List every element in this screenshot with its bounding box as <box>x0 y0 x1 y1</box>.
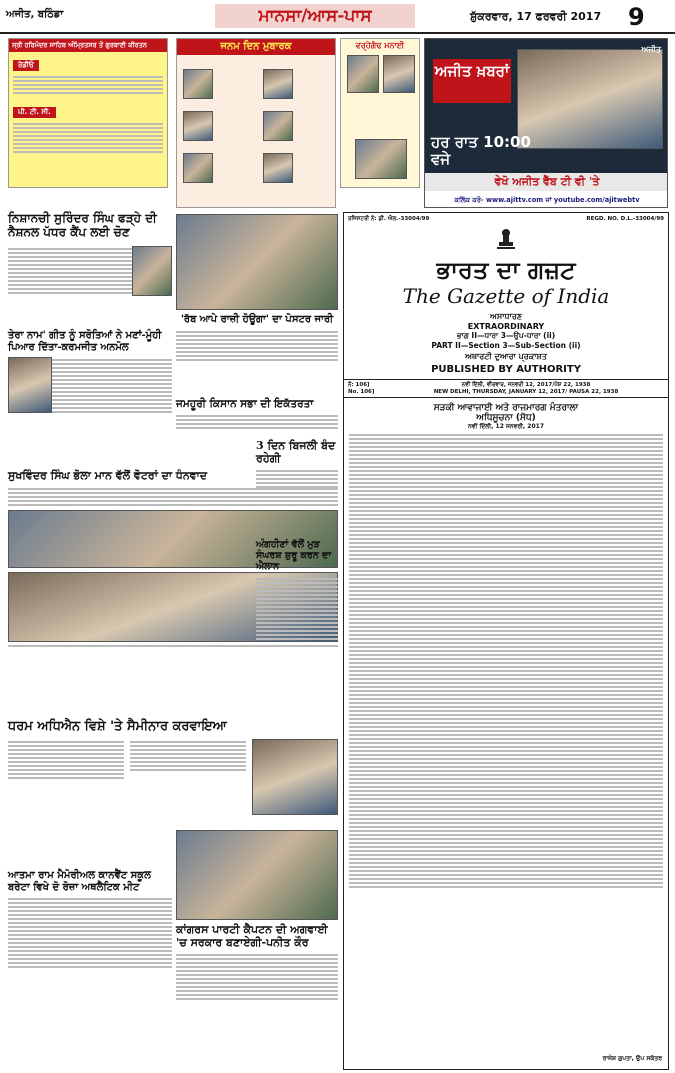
article-disabled-protest <box>256 540 338 642</box>
gazette-notification-date: ਨਵੀਂ ਦਿੱਲੀ, 12 ਜਨਵਰੀ, 2017 <box>468 423 544 430</box>
kirtan-schedule-box <box>8 38 168 188</box>
article-headline: 3 ਦਿਨ ਬਿਜਲੀ ਬੰਦ ਰਹੇਗੀ <box>256 439 336 465</box>
gazette-extraordinary-pa: ਅਸਾਧਾਰਣ <box>490 312 522 321</box>
ptc-label: ਪੀ. ਟੀ. ਸੀ. <box>13 107 56 118</box>
ajit-khabran-logo: ਅਜੀਤ ਖ਼ਬਰਾਂ <box>433 59 511 103</box>
child-photo <box>183 153 213 183</box>
article-photo <box>132 246 172 296</box>
header-date: ਸ਼ੁੱਕਰਵਾਰ, 17 ਫਰਵਰੀ 2017 <box>470 10 602 23</box>
child-photo <box>183 111 213 141</box>
child-photo <box>263 111 293 141</box>
couple-photo <box>347 55 379 93</box>
poster-release-photo <box>176 214 338 310</box>
article-headline: ਧਰਮ ਅਧਿਐਨ ਵਿਸ਼ੇ 'ਤੇ ਸੈਮੀਨਾਰ ਕਰਵਾਇਆ <box>8 719 227 734</box>
gazette-number-pa: ਨੰ: 106] <box>348 382 370 388</box>
article-poster <box>176 314 338 363</box>
ad-links[interactable]: ਕਲਿੱਕ ਕਰੋ- www.ajittv.com ਜਾਂ youtube.com/ajitwebtv <box>425 191 668 208</box>
article-headline: ਆਤਮਾ ਰਾਮ ਮੈਮੋਰੀਅਲ ਕਾਨਵੈਂਟ ਸਕੂਲ ਬਰੇਟਾ ਵਿਖੇ ਦੋ ਰੋਜ਼ਾ ਅਥਲੈਟਿਕ ਮੀਟ <box>8 870 151 893</box>
emblem-icon <box>344 228 668 256</box>
gazette-title-english: The Gazette of India <box>402 284 610 308</box>
gazette-notification: ਅਧਿਸੂਚਨਾ (ਸੋਧ) <box>476 413 536 423</box>
gazette-part-pa: ਭਾਗ II—ਧਾਰਾ 3—ਉਪ-ਧਾਰਾ (ii) <box>456 331 556 340</box>
article-headline: ਜਮਹੂਰੀ ਕਿਸਾਨ ਸਭਾ ਦੀ ਇਕੱਤਰਤਾ <box>176 398 314 410</box>
article-kisan-sabha <box>176 398 338 431</box>
anniversary-title: ਵਰ੍ਹੇਗੰਢ ਮਨਾਈ <box>355 41 405 50</box>
gazette-body <box>344 434 668 888</box>
birthday-box <box>176 38 336 208</box>
gazette-authority-en: PUBLISHED BY AUTHORITY <box>431 364 581 375</box>
section-title: ਮਾਨਸਾ/ਆਸ-ਪਾਸ <box>215 4 415 28</box>
article-athletic-meet <box>8 870 172 970</box>
ad-tagline: ਵੇਖੋ ਅਜੀਤ ਵੈੱਬ ਟੀ ਵੀ 'ਤੇ <box>425 173 668 191</box>
broadcast-time: ਹਰ ਰਾਤ 10:00 ਵਜੇ <box>431 133 531 168</box>
article-photo <box>8 357 52 413</box>
article-photo <box>252 739 338 815</box>
article-shooter <box>8 212 172 296</box>
article-headline: 'ਰੱਬ ਆਪੇ ਰਾਜ਼ੀ ਹੋਊਗਾ' ਦਾ ਪੋਸਟਰ ਜਾਰੀ <box>180 314 334 325</box>
article-headline: ਕਾਂਗਰਸ ਪਾਰਟੀ ਕੈਪਟਨ ਦੀ ਅਗਵਾਈ 'ਚ ਸਰਕਾਰ ਬਣਾਏਗੀ-ਪਨੀਤ ਕੌਰ <box>176 923 328 949</box>
header-left-text: ਅਜੀਤ, ਬਠਿੰਡਾ <box>6 9 64 20</box>
child-photo <box>263 69 293 99</box>
gazette-date-pa: ਨਵੀਂ ਦਿੱਲੀ, ਵੀਰਵਾਰ, ਜਨਵਰੀ 12, 2017/ਪੌਸ਼ 22, 1938 <box>461 382 591 388</box>
ajit-tv-ad[interactable] <box>424 38 668 208</box>
article-congress <box>176 924 338 1002</box>
article-song <box>8 330 172 415</box>
couple-photo <box>383 55 415 93</box>
article-seminar <box>8 720 338 815</box>
gazette-date-en: NEW DELHI, THURSDAY, JANUARY 12, 2017/ PAUSA 22, 1938 <box>433 389 619 395</box>
article-headline: ਸੁਖਵਿੰਦਰ ਸਿੰਘ ਭੋਲਾ ਮਾਨ ਵੱਲੋਂ ਵੋਟਰਾਂ ਦਾ ਧੰਨਵਾਦ <box>8 469 208 482</box>
article-headline: ਅੰਗਹੀਣਾਂ ਵੱਲੋਂ ਮੁੜ ਸੰਘਰਸ਼ ਸ਼ੁਰੂ ਕਰਨ ਦਾ ਐਲਾਨ <box>256 539 332 572</box>
anniversary-box <box>340 38 420 188</box>
gazette-reg-left: ਰਜਿਸਟਰੀ ਨੰ: ਡੀ. ਐਲ.-33004/99 <box>348 216 430 222</box>
gazette-extraordinary-en: EXTRAORDINARY <box>467 322 545 331</box>
gazette-notice <box>343 212 669 1070</box>
couple-photo <box>355 139 407 179</box>
gazette-signature: ਰਾਜੇਸ਼ ਗੁਪਤਾ, ਉਪ ਸਕੱਤਰ <box>602 1055 662 1062</box>
birthday-title: ਜਨਮ ਦਿਨ ਮੁਬਾਰਕ <box>177 39 335 55</box>
gazette-authority-pa: ਅਥਾਰਟੀ ਦੁਆਰਾ ਪ੍ਰਕਾਸ਼ਤ <box>465 352 547 361</box>
gazette-ministry: ਸੜਕੀ ਆਵਾਜਾਈ ਅਤੇ ਰਾਜਮਾਰਗ ਮੰਤਰਾਲਾ <box>433 403 579 413</box>
gazette-number-en: No. 106] <box>348 389 375 395</box>
article-headline: ਤੇਰਾ ਨਾਮ' ਗੀਤ ਨੂੰ ਸਰੋਤਿਆਂ ਨੇ ਮਣਾਂ-ਮੂੰਹੀ ਪਿਆਰ ਦਿੱਤਾ-ਕਰਮਜੀਤ ਅਨਮੋਲ <box>8 330 162 353</box>
page-number: 9 <box>628 3 645 31</box>
ad-corner-label: ਅਜੀਤ <box>641 45 661 54</box>
congress-photo <box>176 830 338 920</box>
child-photo <box>263 153 293 183</box>
gazette-part-en: PART II—Section 3—Sub-Section (ii) <box>431 341 581 350</box>
radio-label: ਰੇਡੀਓ <box>13 60 39 71</box>
kirtan-title: ਸ੍ਰੀ ਹਰਿਮੰਦਰ ਸਾਹਿਬ ਅੰਮ੍ਰਿਤਸਰ ਤੋਂ ਗੁਰਬਾਣੀ ਕੀਰਤਨ <box>9 39 167 52</box>
article-power-cut <box>256 440 338 490</box>
article-headline: ਨਿਸ਼ਾਨਚੀ ਸੁਰਿੰਦਰ ਸਿੰਘ ਫੜ੍ਹੇ ਦੀ ਨੈਸ਼ਨਲ ਪੱਧਰ ਕੈਂਪ ਲਈ ਚੋਣ <box>8 211 157 239</box>
gazette-reg-right: REGD. NO. D.L.-33004/99 <box>586 216 664 222</box>
child-photo <box>183 69 213 99</box>
gazette-title-punjabi: ਭਾਰਤ ਦਾ ਗਜ਼ਟ <box>436 255 576 284</box>
